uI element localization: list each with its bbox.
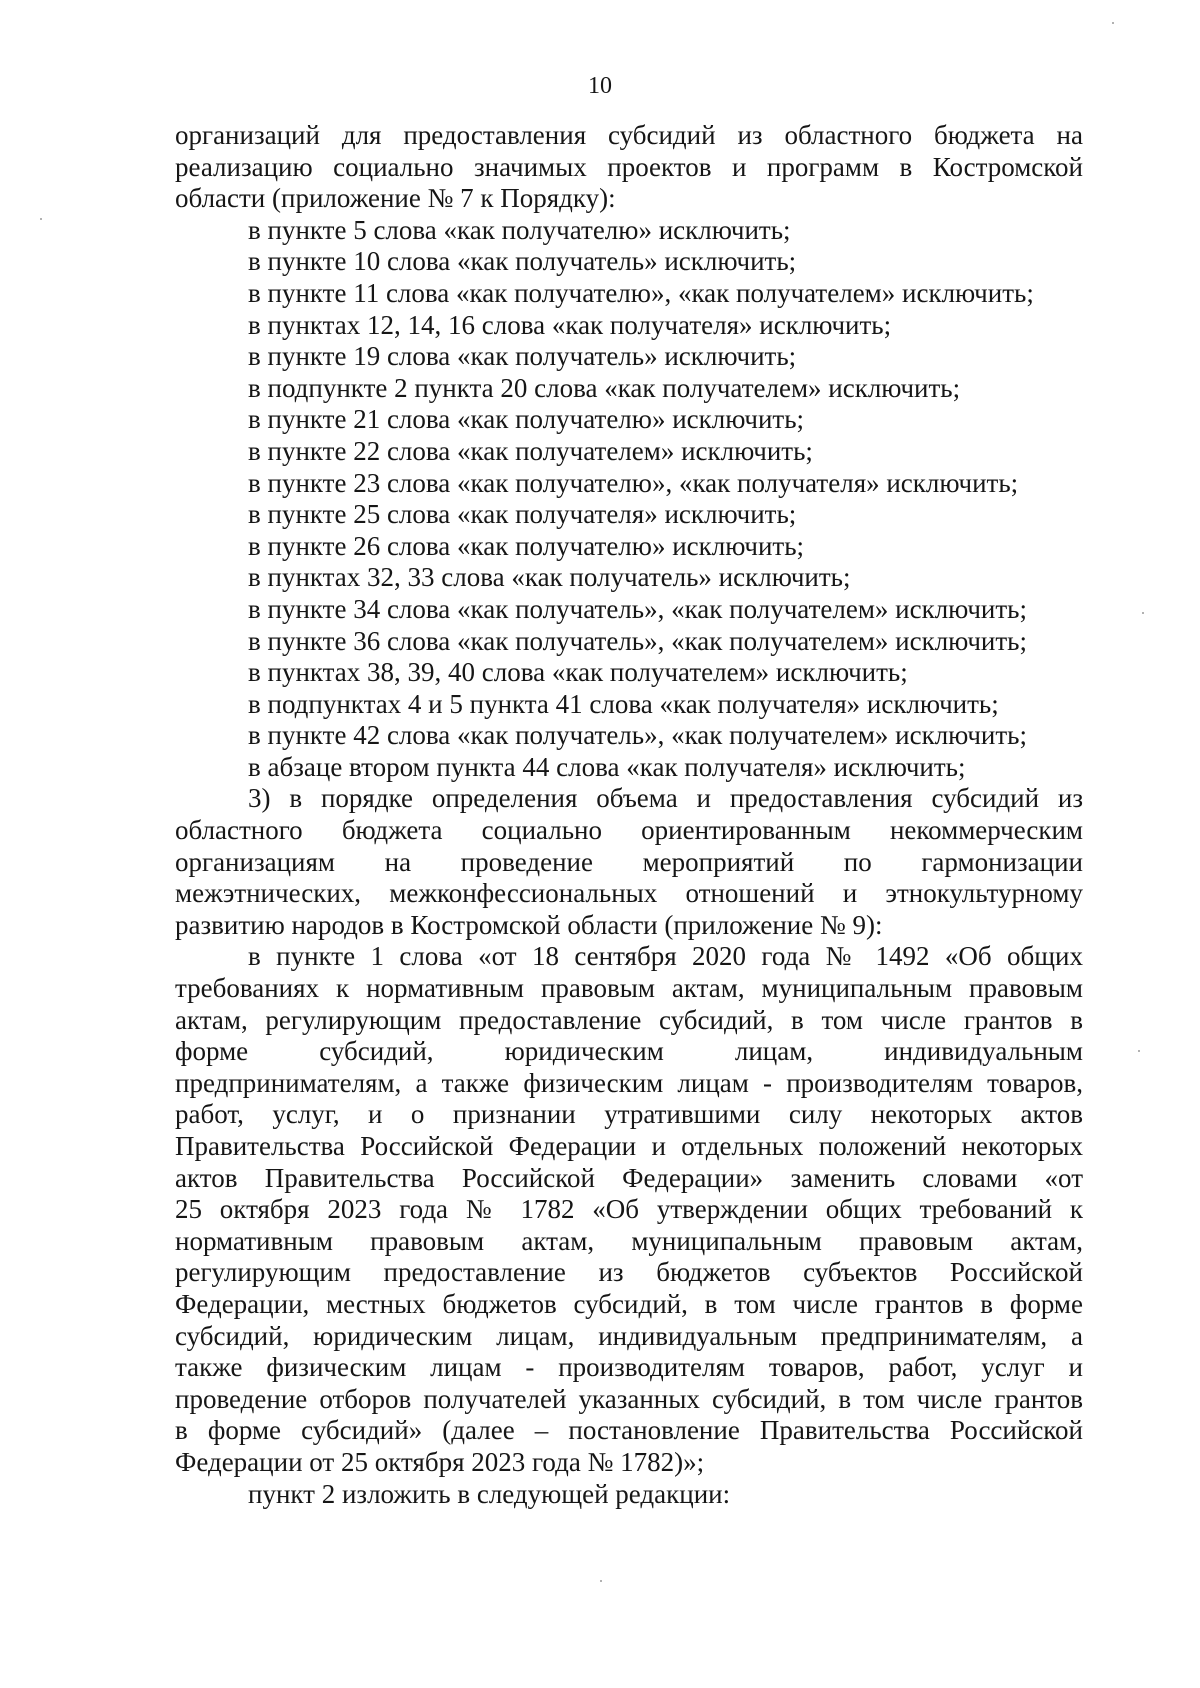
scan-speck bbox=[1142, 612, 1144, 614]
list-item: в пунктах 38, 39, 40 слова «как получателем» исключить; bbox=[248, 657, 908, 688]
section-3-paragraph bbox=[175, 783, 1083, 941]
list-item: в пункте 25 слова «как получателя» исключить; bbox=[248, 499, 797, 530]
text-line: работ, услуг, и о признании утратившими силу некоторых актов bbox=[175, 1099, 1083, 1130]
list-item: пункт 2 изложить в следующей редакции: bbox=[248, 1478, 731, 1509]
text-line: Федерации от 25 октября 2023 года № 1782)»; bbox=[175, 1446, 705, 1477]
text-line: Правительства Российской Федерации и отдельных положений некоторых bbox=[175, 1131, 1083, 1161]
text-line: проведение отборов получателей указанных субсидий, в том числе грантов bbox=[175, 1383, 1083, 1414]
scan-speck bbox=[600, 1580, 602, 1582]
amendment-paragraph bbox=[175, 941, 1083, 1478]
list-item: в пункте 21 слова «как получателю» исключить; bbox=[248, 404, 805, 435]
list-item: в пункте 36 слова «как получатель», «как получателем» исключить; bbox=[248, 625, 1027, 656]
list-item: в абзаце втором пункта 44 слова «как получателя» исключить; bbox=[248, 751, 966, 782]
list-item: в пунктах 32, 33 слова «как получатель» исключить; bbox=[248, 562, 851, 593]
page-number: 10 bbox=[588, 73, 612, 99]
text-line: субсидий, юридическим лицам, индивидуальным предпринимателям, а bbox=[175, 1320, 1083, 1351]
text-line: 25 октября 2023 года № 1782 «Об утверждении общих требований к bbox=[175, 1194, 1083, 1225]
list-item: в пункте 42 слова «как получатель», «как получателем» исключить; bbox=[248, 720, 1027, 751]
document-body bbox=[175, 120, 1083, 1510]
scan-speck bbox=[1112, 22, 1114, 24]
text-line: организациям на проведение мероприятий по гармонизации bbox=[175, 846, 1083, 877]
list-item: в пункте 19 слова «как получатель» исключить; bbox=[248, 341, 797, 372]
list-item: в пунктах 12, 14, 16 слова «как получателя» исключить; bbox=[248, 309, 892, 340]
list-item: в подпунктах 4 и 5 пункта 41 слова «как получателя» исключить; bbox=[248, 688, 999, 719]
list-item: в пункте 23 слова «как получателю», «как получателя» исключить; bbox=[248, 467, 1019, 498]
list-item: в подпункте 2 пункта 20 слова «как получателем» исключить; bbox=[248, 372, 961, 403]
text-line: также физическим лицам - производителям товаров, работ, услуг и bbox=[175, 1352, 1083, 1383]
text-line: областного бюджета социально ориентированным некоммерческим bbox=[175, 815, 1083, 846]
list-item: в пункте 34 слова «как получатель», «как получателем» исключить; bbox=[248, 593, 1027, 624]
list-item: в пункте 11 слова «как получателю», «как получателем» исключить; bbox=[248, 277, 1034, 308]
list-item: в пункте 26 слова «как получателю» исключить; bbox=[248, 530, 805, 561]
text-line: требованиях к нормативным правовым актам, муниципальным правовым bbox=[175, 973, 1083, 1004]
scan-speck bbox=[40, 218, 42, 220]
text-line: 3) в порядке определения объема и предоставления субсидий из bbox=[248, 783, 1083, 814]
text-line: актам, регулирующим предоставление субсидий, в том числе грантов в bbox=[175, 1004, 1083, 1035]
text-line: Федерации, местных бюджетов субсидий, в том числе грантов в форме bbox=[175, 1288, 1083, 1319]
text-line: предпринимателям, а также физическим лицам - производителям товаров, bbox=[175, 1067, 1083, 1098]
amendment-list bbox=[175, 215, 1083, 784]
list-item: в пункте 10 слова «как получатель» исключить; bbox=[248, 246, 797, 277]
text-line: регулирующим предоставление из бюджетов субъектов Российской bbox=[175, 1257, 1083, 1288]
text-line: развитию народов в Костромской области (приложение № 9): bbox=[175, 909, 883, 940]
scan-speck bbox=[1138, 1050, 1140, 1052]
text-line: межэтнических, межконфессиональных отношений и этнокультурному bbox=[175, 878, 1083, 909]
text-line: форме субсидий, юридическим лицам, индивидуальным bbox=[175, 1036, 1083, 1067]
list-item: в пункте 22 слова «как получателем» исключить; bbox=[248, 435, 813, 466]
text-line: нормативным правовым актам, муниципальным правовым актам, bbox=[175, 1225, 1083, 1256]
text-line: актов Правительства Российской Федерации» заменить словами «от bbox=[175, 1162, 1083, 1193]
text-line: в пункте 1 слова «от 18 сентября 2020 года № 1492 «Об общих bbox=[248, 941, 1083, 972]
intro-paragraph: организаций для предоставления субсидий из областного бюджета на реализацию социально значимых проектов и программ в Костромской области (приложение № 7 к Порядку): bbox=[175, 120, 1083, 214]
list-item: в пункте 5 слова «как получателю» исключить; bbox=[248, 214, 791, 245]
text-line: в форме субсидий» (далее – постановление Правительства Российской bbox=[175, 1415, 1083, 1446]
